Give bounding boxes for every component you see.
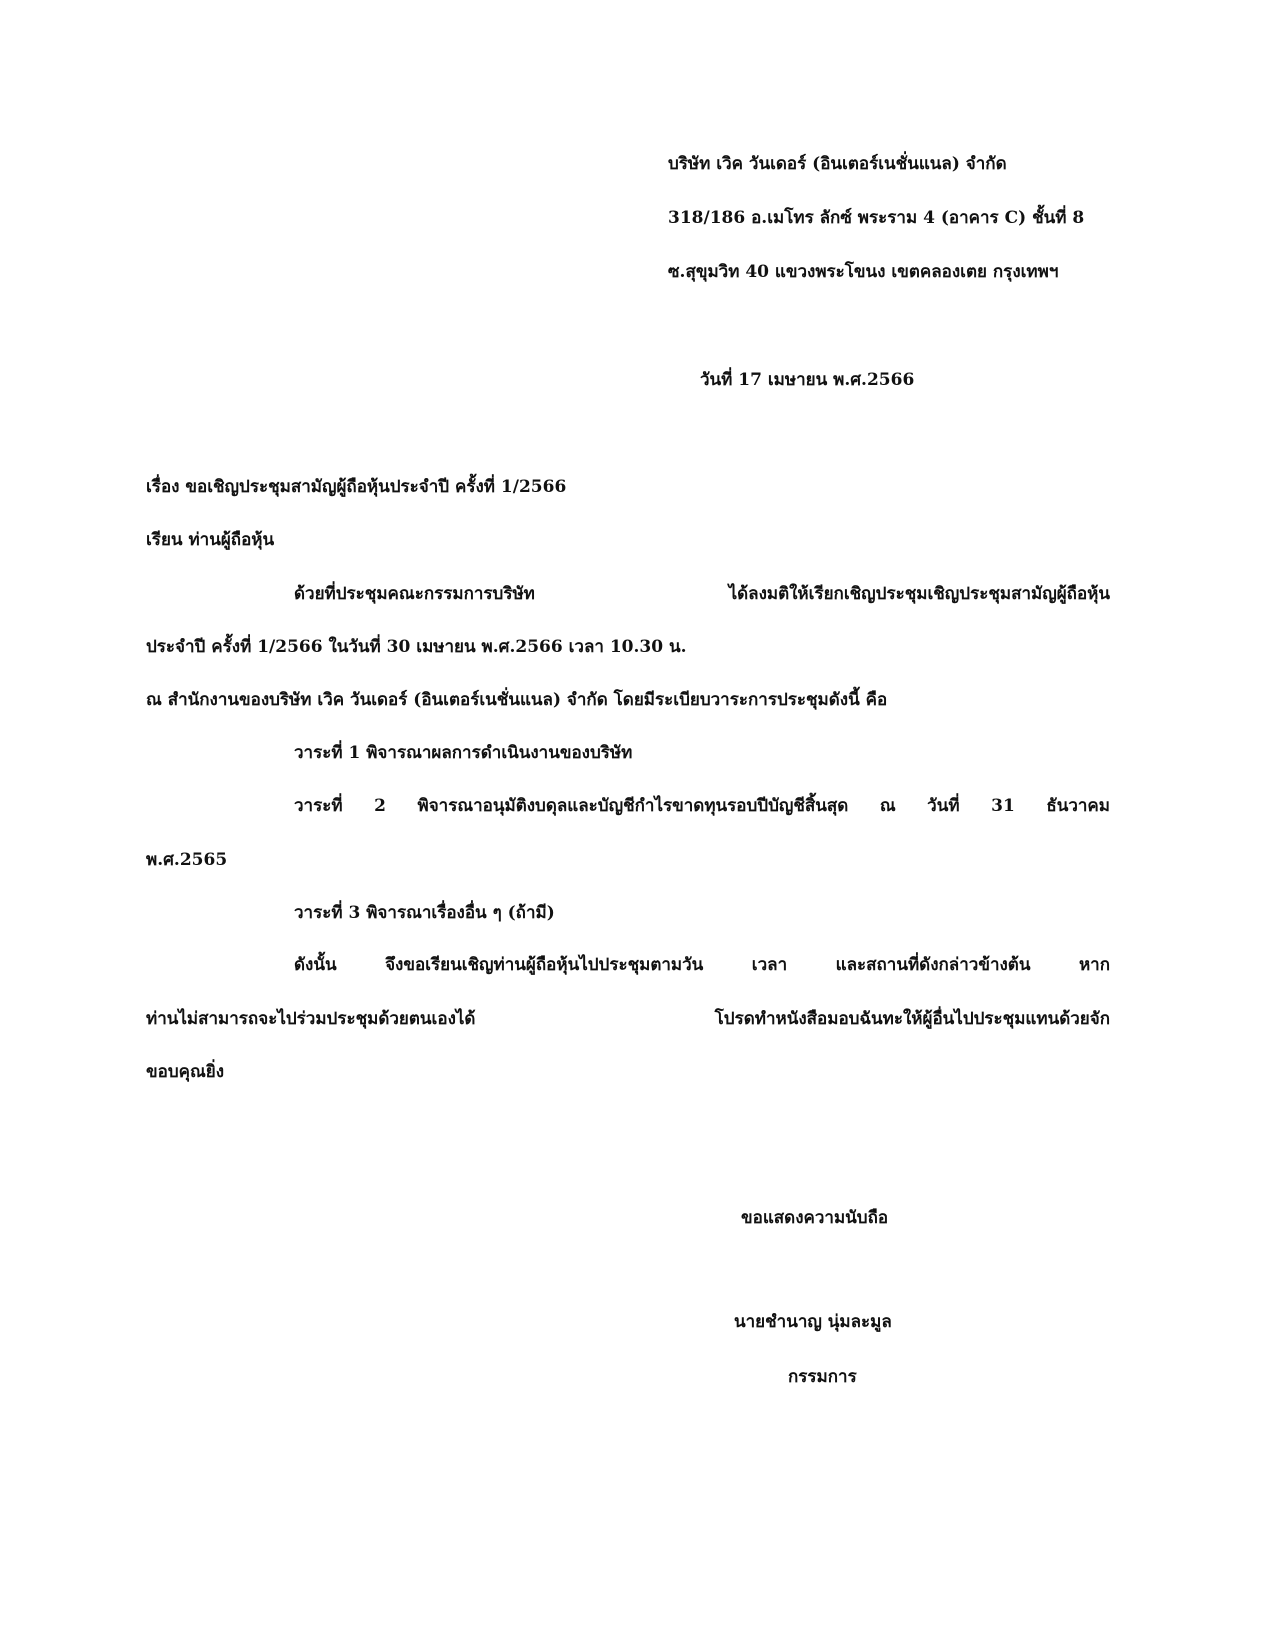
body-closing-line3: ขอบคุณยิ่ง <box>146 1062 225 1082</box>
sender-address-line1: 318/186 อ.เมโทร ลักซ์ พระราม 4 (อาคาร C) ชั้นที่ 8 <box>668 208 1085 228</box>
agenda-item-2-continuation: พ.ศ.2565 <box>146 850 228 870</box>
signature-regards: ขอแสดงความนับถือ <box>741 1208 889 1228</box>
signature-title: กรรมการ <box>788 1367 857 1387</box>
body-closing-line2: ท่านไม่สามารถจะไปร่วมประชุมด้วยตนเองได้ โปรดทำหนังสือมอบฉันทะให้ผู้อื่นไปประชุมแทนด้วยจัก <box>146 1009 1110 1029</box>
body-intro-line3: ณ สำนักงานของบริษัท เวิค วันเดอร์ (อินเตอร์เนชั่นแนล) จำกัด โดยมีระเบียบวาระการประชุมดังนี้ คือ <box>146 690 888 710</box>
agenda-item-3: วาระที่ 3 พิจารณาเรื่องอื่น ๆ (ถ้ามี) <box>294 903 555 923</box>
body-intro-line2: ประจำปี ครั้งที่ 1/2566 ในวันที่ 30 เมษายน พ.ศ.2566 เวลา 10.30 น. <box>146 637 687 657</box>
letter-subject: เรื่อง ขอเชิญประชุมสามัญผู้ถือหุ้นประจำปี ครั้งที่ 1/2566 <box>146 477 567 497</box>
letter-date: วันที่ 17 เมษายน พ.ศ.2566 <box>700 370 915 390</box>
letter-salutation: เรียน ท่านผู้ถือหุ้น <box>146 530 275 550</box>
sender-address-line2: ซ.สุขุมวิท 40 แขวงพระโขนง เขตคลองเตย กรุงเทพฯ <box>668 262 1059 282</box>
sender-company: บริษัท เวิค วันเดอร์ (อินเตอร์เนชั่นแนล) จำกัด <box>668 154 1007 174</box>
signature-name: นายชำนาญ นุ่มละมูล <box>734 1312 892 1332</box>
agenda-item-1: วาระที่ 1 พิจารณาผลการดำเนินงานของบริษัท <box>294 743 633 763</box>
body-intro-line1: ด้วยที่ประชุมคณะกรรมการบริษัท ได้ลงมติให้เรียกเชิญประชุมเชิญประชุมสามัญผู้ถือหุ้น <box>294 584 1110 604</box>
body-closing-line1: ดังนั้น จึงขอเรียนเชิญท่านผู้ถือหุ้นไปประชุมตามวัน เวลา และสถานที่ดังกล่าวข้างต้น หาก <box>294 955 1110 975</box>
agenda-item-2: วาระที่ 2 พิจารณาอนุมัติงบดุลและบัญชีกำไรขาดทุนรอบปีบัญชีสิ้นสุด ณ วันที่ 31 ธันวาคม <box>294 796 1110 816</box>
